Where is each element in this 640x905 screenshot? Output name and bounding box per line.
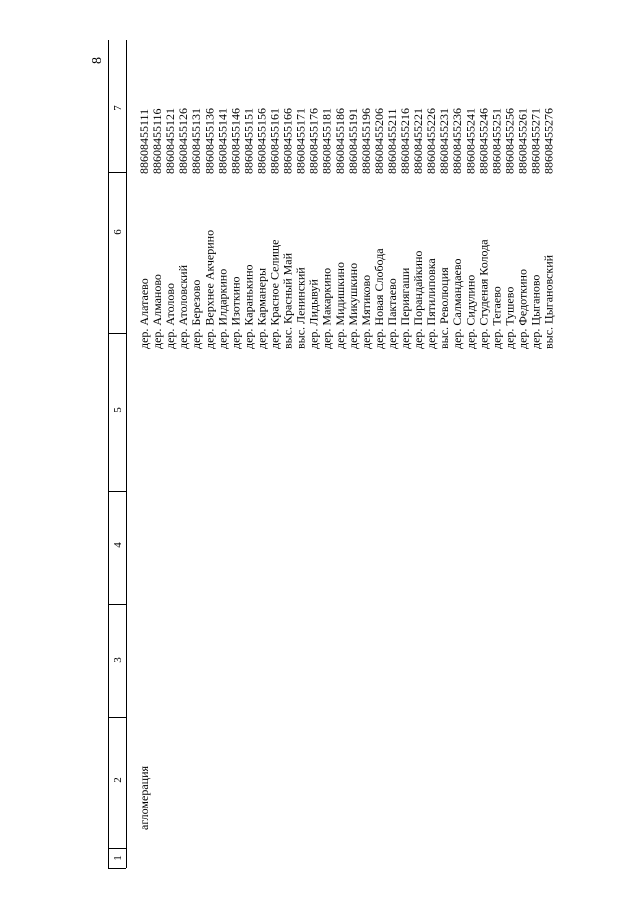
row-code: 88608455261 xyxy=(515,108,530,174)
row-code: 88608455271 xyxy=(528,108,543,174)
row-code: 88608455196 xyxy=(358,108,373,174)
row-code: 88608455236 xyxy=(450,108,465,174)
row-code: 88608455216 xyxy=(398,108,412,174)
column-header-4: 4 xyxy=(112,542,124,548)
row-code: 88608455146 xyxy=(228,108,243,174)
row-code: 88608455231 xyxy=(437,108,452,174)
row-code: 88608455131 xyxy=(189,108,204,174)
row-name: дер. Сидулино xyxy=(463,274,478,349)
row-name: дер. Микушкино xyxy=(345,262,360,349)
row-code: 88608455221 xyxy=(411,108,426,174)
column-header-1: 1 xyxy=(112,855,124,861)
row-name: дер. Мятиково xyxy=(358,274,373,349)
row-code: 88608455166 xyxy=(280,108,295,174)
row-name: дер. Мидишкино xyxy=(332,262,347,349)
row-name: дер. Макаркино xyxy=(319,267,334,349)
row-code: 88608455156 xyxy=(254,108,269,174)
row-name: дер. Федоткино xyxy=(515,269,530,349)
table-rows xyxy=(137,108,556,349)
row-name: дер. Порандайкино xyxy=(411,250,426,349)
row-name: дер. Атолово xyxy=(163,283,178,349)
row-code: 88608455111 xyxy=(137,108,151,174)
row-code: 88608455121 xyxy=(163,108,178,174)
row-code: 88608455246 xyxy=(476,108,491,174)
row-name: дер. Красное Селище xyxy=(267,239,282,349)
row-code: 88608455276 xyxy=(541,108,556,174)
column-headers xyxy=(112,105,124,861)
row-code: 88608455226 xyxy=(424,108,439,174)
row-name: дер. Илдаркино xyxy=(215,268,230,349)
row-name: дер. Цыганово xyxy=(528,274,543,349)
row-code: 88608455141 xyxy=(215,108,230,174)
column-header-2: 2 xyxy=(112,777,124,783)
row-name: дер. Пятилиповка xyxy=(424,258,439,349)
row-code: 88608455126 xyxy=(176,108,191,174)
row-code: 88608455136 xyxy=(202,108,217,174)
row-code: 88608455191 xyxy=(345,108,360,174)
row-code: 88608455251 xyxy=(489,108,504,174)
row-code: 88608455186 xyxy=(332,108,347,174)
column-header-6: 6 xyxy=(112,229,124,235)
row-name: дер. Периягаши xyxy=(398,267,412,349)
row-name: дер. Атоловский xyxy=(176,264,191,349)
row-code: 88608455181 xyxy=(319,108,334,174)
row-name: дер. Салмандаево xyxy=(450,258,465,349)
page-number: 8 xyxy=(90,57,105,64)
row-name: дер. Тушево xyxy=(502,286,517,349)
column-header-7: 7 xyxy=(112,105,124,111)
row-code: 88608455151 xyxy=(241,108,256,174)
row-code: 88608455176 xyxy=(306,108,321,174)
row-name: дер. Новая Слобода xyxy=(371,248,386,349)
row-name: дер. Алатаево xyxy=(137,278,151,349)
row-name: дер. Пактаево xyxy=(384,278,399,349)
row-name: выс. Революция xyxy=(437,267,452,349)
row-code: 88608455211 xyxy=(384,108,399,174)
agglomeration-label: агломерация xyxy=(137,765,151,830)
row-name: дер. Алманово xyxy=(150,274,165,349)
column-header-5: 5 xyxy=(112,407,124,413)
row-code: 88608455241 xyxy=(463,108,478,174)
row-name: дер. Каранькино xyxy=(241,264,256,349)
row-name: дер. Верхнее Акчерино xyxy=(202,229,217,349)
row-code: 88608455161 xyxy=(267,108,282,174)
table-grid xyxy=(108,40,127,869)
row-code: 88608455116 xyxy=(150,108,165,174)
row-name: выс. Красный Май xyxy=(280,252,295,349)
row-name: дер. Тегаево xyxy=(489,286,504,349)
row-code: 88608455171 xyxy=(293,108,308,174)
column-header-3: 3 xyxy=(112,657,124,663)
row-name: дер. Лидывуй xyxy=(306,279,321,349)
row-name: дер. Карманеры xyxy=(254,267,269,349)
row-name: дер. Березово xyxy=(189,279,204,349)
row-name: выс. Цыгановский xyxy=(541,254,556,349)
row-name: дер. Студеная Колода xyxy=(476,239,491,349)
row-code: 88608455256 xyxy=(502,108,517,174)
row-name: дер. Изоткино xyxy=(228,276,243,349)
row-code: 88608455206 xyxy=(371,108,386,174)
row-name: выс. Ленинский xyxy=(293,267,308,349)
